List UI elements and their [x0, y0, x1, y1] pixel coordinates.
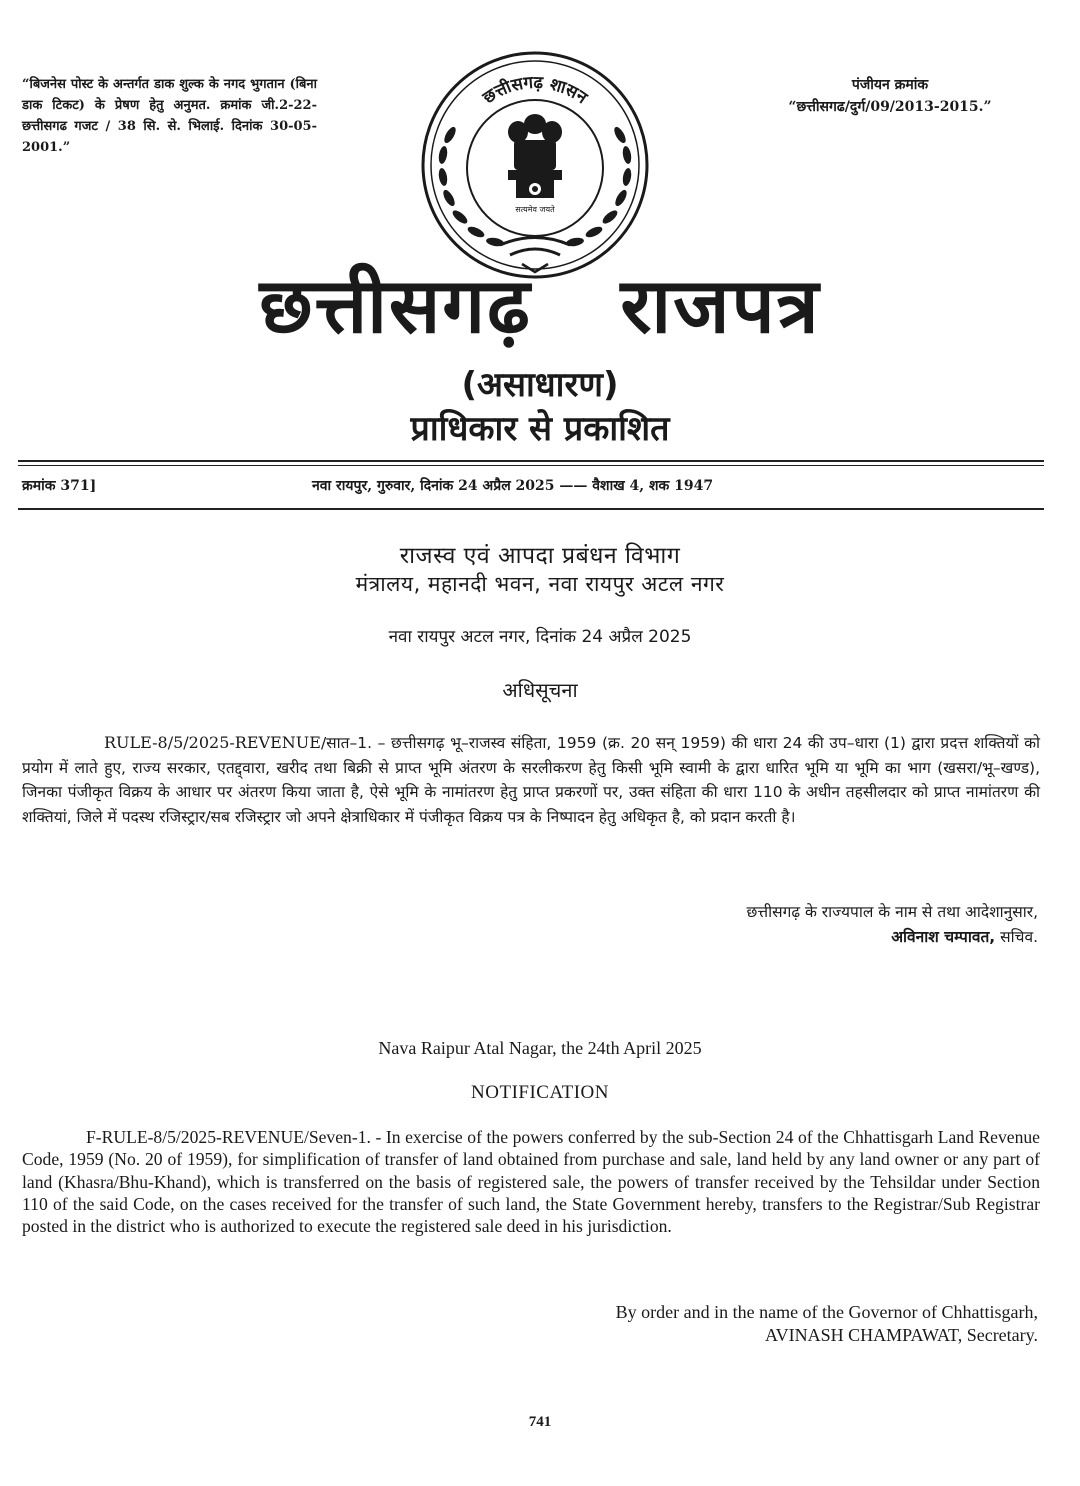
divider-bottom [18, 508, 1044, 510]
hindi-date: नवा रायपुर अटल नगर, दिनांक 24 अप्रैल 2025 [388, 627, 692, 647]
registration-block [740, 74, 1040, 118]
registration-label: पंजीयन क्रमांक [851, 77, 929, 93]
divider-top [18, 460, 1044, 462]
hindi-notification-body [22, 731, 1040, 829]
gazette-title-part2: राजपत्र [620, 261, 821, 350]
extraordinary-label: (असाधारण) [461, 365, 619, 405]
postal-permit-note: “बिजनेस पोस्ट के अन्तर्गत डाक शुल्क के नगद भुगतान (बिना डाक टिकट) के प्रेषण हेतु अनुमत. क्रमांक जी.2-22-छत्तीसगढ गजट / 38 सि. से. भिलाई. दिनांक 30-05-2001.” [22, 77, 317, 155]
hindi-body-text: /सात–1. – छत्तीसगढ़ भू–राजस्व संहिता, 1959 (क्र. 20 सन् 1959) की धारा 24 की उप–धारा (1) द्वारा प्रदत्त शक्तियों को प्रयोग में लाते हुए, राज्य सरकार, एतद्द्वारा, खरीद तथा बिक्री से प्राप्त भूमि अंतरण के सरलीकरण हेतु किसी भूमि स्वामी के द्वारा धारित भूमि या भूमि का भाग (खसरा/भू–खण्ड), जिनका पंजीकृत विक्रय के आधार पर अंतरण किया जाता है, ऐसे भूमि के नामांतरण हेतु प्राप्त प्रकरणों पर, उक्त संहिता की धारा 110 के अधीन तहसीलदार को प्राप्त नामांतरण की शक्तियां, जिले में पदस्थ रजिस्ट्रार/सब रजिस्ट्रार जो अपने क्षेत्राधिकार में पंजीकृत विक्रय पत्र के निष्पादन हेतु अधिकृत है, को प्रदान करती है। [22, 734, 1040, 826]
page-number: 741 [528, 1414, 552, 1430]
ministry-address: मंत्रालय, महानदी भवन, नवा रायपुर अटल नगर [355, 572, 725, 596]
english-signatory: AVINASH CHAMPAWAT, Secretary. [764, 1325, 1038, 1345]
svg-text:छत्तीसगढ़ शासन: छत्तीसगढ़ शासन [479, 72, 591, 109]
svg-text:सत्यमेव जयते: सत्यमेव जयते [515, 205, 555, 214]
hindi-reference: RULE-8/5/2025-REVENUE [104, 733, 321, 752]
hindi-signatory-title: सचिव. [995, 928, 1038, 946]
registration-number: “छत्तीसगढ/दुर्ग/09/2013-2015.” [788, 99, 992, 115]
divider-top-thin [18, 465, 1044, 466]
english-notification-heading: NOTIFICATION [471, 1082, 609, 1103]
published-by-authority: प्राधिकार से प्रकाशित [410, 409, 670, 449]
english-date: Nava Raipur Atal Nagar, the 24th April 2025 [378, 1038, 702, 1058]
gazette-title-part1: छत्तीसगढ़ [259, 261, 532, 350]
hindi-order-line: छत्तीसगढ़ के राज्यपाल के नाम से तथा आदेशानुसार, [746, 903, 1038, 921]
issue-line [22, 474, 1042, 498]
department-name: राजस्व एवं आपदा प्रबंधन विभाग [399, 543, 681, 569]
english-notification-body: F-RULE-8/5/2025-REVENUE/Seven-1. - In exercise of the powers conferred by the sub-Section 24 of the Chhattisgarh Land Revenue Code, 1959 (No. 20 of 1959), for simplification of transfer of land obtained from purchase and sale, land held by any land owner or any part of land (Khasra/Bhu-Khand), which is transferred on the basis of registered sale, the powers of transfer received by the Tehsildar under Section 110 of the said Code, on the cases received for the transfer of such land, the State Government hereby, transfers to the Registrar/Sub Registrar posted in the district who is authorized to execute the registered sale deed in his jurisdiction. [22, 1127, 1040, 1237]
issue-date: नवा रायपुर, गुरुवार, दिनांक 24 अप्रैल 2025 —— वैशाख 4, शक 1947 [312, 478, 714, 494]
hindi-signatory [891, 925, 1038, 947]
english-order-line: By order and in the name of the Governor of Chhattisgarh, [615, 1302, 1038, 1322]
issue-number: क्रमांक 371] [22, 478, 97, 494]
hindi-notification-heading: अधिसूचना [502, 678, 578, 702]
gazette-title [0, 252, 1080, 355]
hindi-signatory-name: अविनाश चम्पावत, [891, 928, 996, 946]
